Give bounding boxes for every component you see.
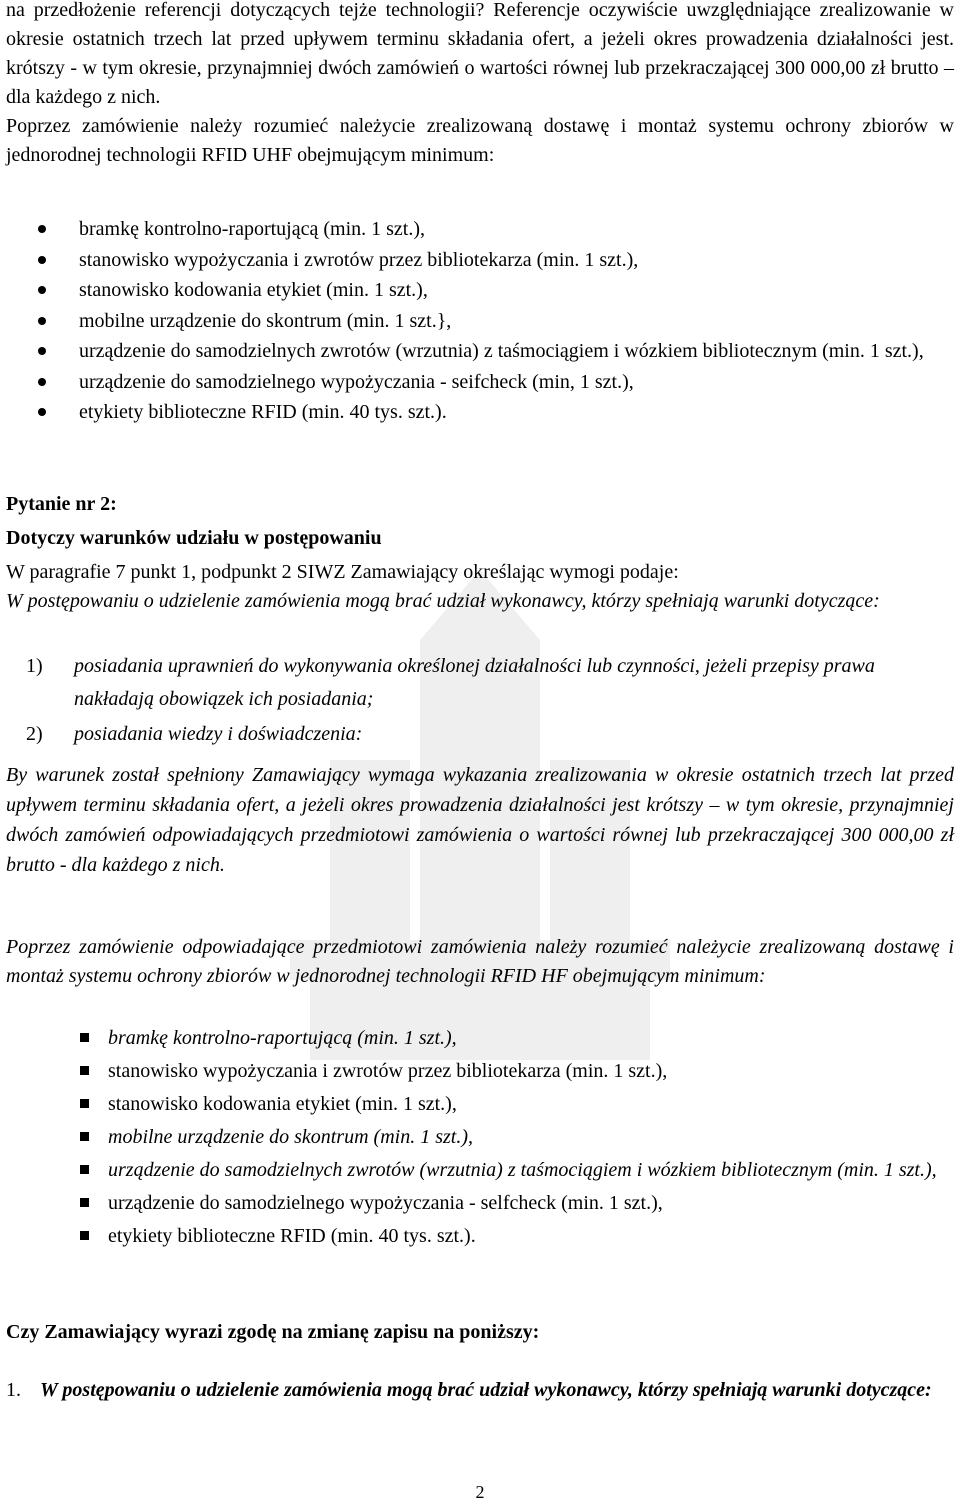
square-bullet-icon (80, 1231, 89, 1240)
bullet-icon (38, 256, 46, 264)
condition-paragraph: By warunek został spełniony Zamawiający wymaga wykazania zrealizowania w okresie ostatnich trzech lat przed upływem terminu składania ofert, a jeżeli okres prowadzenia działalności jest krótszy – w tym okresie, przynajmniej dwóch zamówień odpowiadających przedmiotowi zamówienia o wartości równej lub przekraczającej 300 000,00 zł brutto - dla każdego z nich. (6, 764, 954, 876)
list-item: stanowisko wypożyczania i zwrotów przez bibliotekarza (min. 1 szt.), (6, 245, 954, 276)
question-subheading: Dotyczy warunków udziału w postępowaniu (6, 527, 382, 549)
list-item: bramkę kontrolno-raportującą (min. 1 szt.), (6, 1022, 954, 1055)
numbered-item: 1) posiadania uprawnień do wykonywania określonej działalności lub czynności, jeżeli przepisy prawa nakładają obowiązek ich posiadania; (26, 655, 875, 710)
list-item: stanowisko kodowania etykiet (min. 1 szt.), (6, 275, 954, 306)
bullet-icon (38, 225, 46, 233)
square-bullet-icon (80, 1132, 89, 1141)
list-item: etykiety biblioteczne RFID (min. 40 tys. szt.). (6, 397, 954, 428)
bullet-icon (38, 408, 46, 416)
list-item: stanowisko kodowania etykiet (min. 1 szt.), (6, 1088, 954, 1121)
list-item: mobilne urządzenie do skontrum (min. 1 szt.}, (6, 306, 954, 337)
uhf-requirements-list (6, 214, 954, 428)
list-item: etykiety biblioteczne RFID (min. 40 tys. szt.). (6, 1220, 954, 1253)
list-item: stanowisko wypożyczania i zwrotów przez bibliotekarza (min. 1 szt.), (6, 1055, 954, 1088)
bullet-icon (38, 286, 46, 294)
question-heading: Pytanie nr 2: (6, 493, 117, 515)
list-item: urządzenie do samodzielnego wypożyczania - seifcheck (min, 1 szt.), (6, 367, 954, 398)
numbered-item: 2) posiadania wiedzy i doświadczenia: (26, 723, 363, 745)
list-item: urządzenie do samodzielnych zwrotów (wrzutnia) z taśmociągiem i wózkiem bibliotecznym (min. 1 szt.), (6, 336, 954, 367)
change-request-question: Czy Zamawiający wyrazi zgodę na zmianę zapisu na poniższy: (6, 1321, 540, 1343)
bullet-icon (38, 378, 46, 386)
bullet-icon (38, 317, 46, 325)
square-bullet-icon (80, 1165, 89, 1174)
square-bullet-icon (80, 1066, 89, 1075)
list-item: urządzenie do samodzielnych zwrotów (wrzutnia) z taśmociągiem i wózkiem bibliotecznym (min. 1 szt.), (6, 1154, 954, 1187)
bullet-icon (38, 347, 46, 355)
order-definition-uhf: Poprzez zamówienie należy rozumieć należycie zrealizowaną dostawę i montaż systemu ochrony zbiorów w jednorodnej technologii RFID UHF obejmującym minimum: (6, 115, 954, 166)
intro-paragraph: na przedłożenie referencji dotyczących tejże technologii? Referencje oczywiście uwzględniające zrealizowanie w okresie ostatnich trzech lat przed upływem terminu składania ofert, a jeżeli okres prowadzenia działalności jest. krótszy - w tym okresie, przynajmniej dwóch zamówień o wartości równej lub przekraczającej 300 000,00 zł brutto – dla każdego z nich. (6, 0, 954, 108)
order-definition-hf: Poprzez zamówienie odpowiadające przedmiotowi zamówienia należy rozumieć należycie zrealizowaną dostawę i montaż systemu ochrony zbiorów w jednorodnej technologii RFID HF obejmującym minimum: (6, 936, 954, 987)
hf-requirements-list (6, 1022, 954, 1253)
quoted-requirement: W postępowaniu o udzielenie zamówienia mogą brać udział wykonawcy, którzy spełniają warunki dotyczące: (6, 590, 880, 612)
square-bullet-icon (80, 1033, 89, 1042)
square-bullet-icon (80, 1099, 89, 1108)
question-intro: W paragrafie 7 punkt 1, podpunkt 2 SIWZ Zamawiający określając wymogi podaje: (6, 561, 679, 583)
list-item: bramkę kontrolno-raportującą (min. 1 szt.), (6, 214, 954, 245)
page-number: 2 (475, 1482, 485, 1502)
square-bullet-icon (80, 1198, 89, 1207)
proposed-wording: 1. W postępowaniu o udzielenie zamówienia mogą brać udział wykonawcy, którzy spełniają warunki dotyczące: (6, 1379, 932, 1401)
list-item: urządzenie do samodzielnego wypożyczania - selfcheck (min. 1 szt.), (6, 1187, 954, 1220)
list-item: mobilne urządzenie do skontrum (min. 1 szt.), (6, 1121, 954, 1154)
